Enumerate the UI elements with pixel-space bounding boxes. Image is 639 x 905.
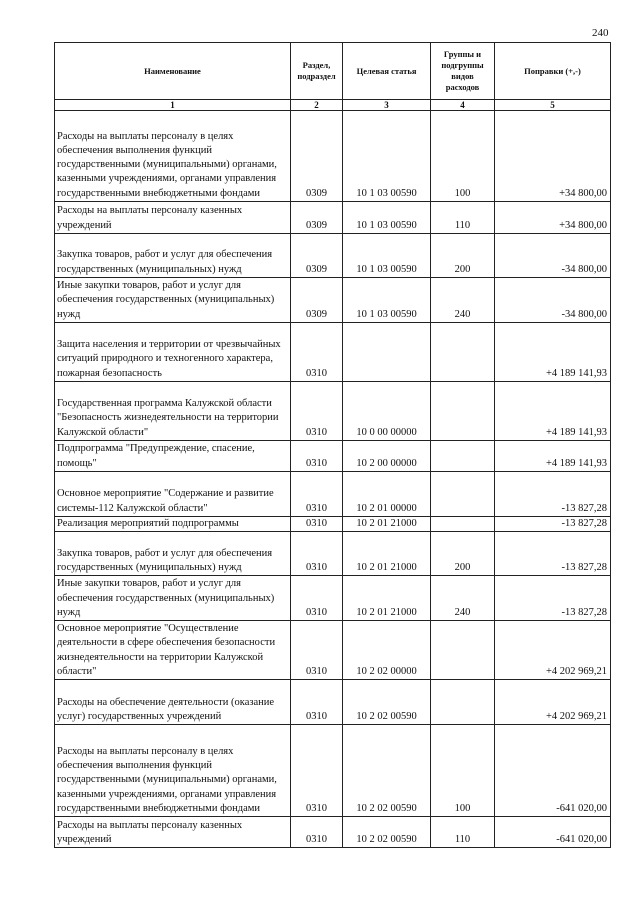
row-target: 10 1 03 00590 [343, 111, 431, 202]
table-row [55, 111, 611, 202]
row-amount: -13 827,28 [495, 472, 611, 517]
row-target: 10 0 00 00000 [343, 382, 431, 441]
table-row [55, 517, 611, 532]
row-section: 0310 [291, 532, 343, 576]
row-amount: +4 189 141,93 [495, 441, 611, 472]
row-group [431, 472, 495, 517]
table-row [55, 576, 611, 621]
row-section: 0309 [291, 202, 343, 234]
header-group: Группы и подгруппы видов расходов [431, 43, 495, 100]
page-number: 240 [592, 27, 609, 39]
column-number: 5 [495, 100, 611, 111]
column-number: 2 [291, 100, 343, 111]
row-name: Закупка товаров, работ и услуг для обеспечения государственных (муниципальных) нужд [55, 234, 291, 278]
row-group: 110 [431, 817, 495, 848]
row-target: 10 2 02 00590 [343, 725, 431, 817]
row-amount: -13 827,28 [495, 517, 611, 532]
row-amount: -34 800,00 [495, 278, 611, 323]
row-name: Закупка товаров, работ и услуг для обеспечения государственных (муниципальных) нужд [55, 532, 291, 576]
table-row [55, 323, 611, 382]
table-row [55, 817, 611, 848]
column-number-row [55, 100, 611, 111]
row-amount: -13 827,28 [495, 532, 611, 576]
row-group: 200 [431, 532, 495, 576]
row-target: 10 2 00 00000 [343, 441, 431, 472]
row-section: 0310 [291, 382, 343, 441]
row-target: 10 2 01 21000 [343, 532, 431, 576]
table-row [55, 382, 611, 441]
row-group: 100 [431, 725, 495, 817]
table-row [55, 234, 611, 278]
row-group [431, 382, 495, 441]
budget-amendments-table [54, 42, 611, 848]
row-target: 10 1 03 00590 [343, 234, 431, 278]
row-name: Подпрограмма "Предупреждение, спасение, помощь" [55, 441, 291, 472]
row-group [431, 441, 495, 472]
row-section: 0310 [291, 725, 343, 817]
row-target [343, 323, 431, 382]
row-group [431, 323, 495, 382]
row-amount: -641 020,00 [495, 725, 611, 817]
row-name: Реализация мероприятий подпрограммы [55, 517, 291, 532]
row-section: 0310 [291, 680, 343, 725]
row-group [431, 517, 495, 532]
row-target: 10 2 02 00590 [343, 817, 431, 848]
row-name: Основное мероприятие "Содержание и развитие системы-112 Калужской области" [55, 472, 291, 517]
row-group: 110 [431, 202, 495, 234]
row-name: Расходы на выплаты персоналу казенных учреждений [55, 817, 291, 848]
row-amount: +4 189 141,93 [495, 323, 611, 382]
header-target: Целевая статья [343, 43, 431, 100]
row-group: 240 [431, 576, 495, 621]
row-section: 0309 [291, 278, 343, 323]
row-target: 10 1 03 00590 [343, 278, 431, 323]
column-number: 1 [55, 100, 291, 111]
table-row [55, 441, 611, 472]
row-target: 10 2 02 00590 [343, 680, 431, 725]
table-row [55, 532, 611, 576]
row-target: 10 2 01 00000 [343, 472, 431, 517]
row-section: 0310 [291, 472, 343, 517]
row-section: 0310 [291, 576, 343, 621]
row-section: 0310 [291, 323, 343, 382]
row-target: 10 2 01 21000 [343, 517, 431, 532]
table-row [55, 202, 611, 234]
row-amount: +34 800,00 [495, 111, 611, 202]
row-group [431, 680, 495, 725]
row-target: 10 2 02 00000 [343, 621, 431, 680]
row-section: 0309 [291, 111, 343, 202]
row-amount: +4 202 969,21 [495, 621, 611, 680]
table-row [55, 725, 611, 817]
row-name: Иные закупки товаров, работ и услуг для обеспечения государственных (муниципальных) нужд [55, 576, 291, 621]
row-name: Государственная программа Калужской области "Безопасность жизнедеятельности на территории Калужской области" [55, 382, 291, 441]
header-name: Наименование [55, 43, 291, 100]
row-target: 10 1 03 00590 [343, 202, 431, 234]
table-row [55, 472, 611, 517]
row-name: Иные закупки товаров, работ и услуг для обеспечения государственных (муниципальных) нужд [55, 278, 291, 323]
header-amendments: Поправки (+,-) [495, 43, 611, 100]
row-amount: +4 189 141,93 [495, 382, 611, 441]
row-amount: +4 202 969,21 [495, 680, 611, 725]
row-group [431, 621, 495, 680]
row-group: 100 [431, 111, 495, 202]
table-row [55, 680, 611, 725]
row-group: 200 [431, 234, 495, 278]
row-name: Защита населения и территории от чрезвычайных ситуаций природного и техногенного характера, пожарная безопасность [55, 323, 291, 382]
row-name: Расходы на обеспечение деятельности (оказание услуг) государственных учреждений [55, 680, 291, 725]
table-row [55, 278, 611, 323]
table-header-row [55, 43, 611, 100]
row-name: Основное мероприятие "Осуществление деятельности в сфере обеспечения безопасности жизнедеятельности на территории Калужской области" [55, 621, 291, 680]
row-target: 10 2 01 21000 [343, 576, 431, 621]
row-section: 0310 [291, 817, 343, 848]
table-row [55, 621, 611, 680]
row-name: Расходы на выплаты персоналу казенных учреждений [55, 202, 291, 234]
row-name: Расходы на выплаты персоналу в целях обеспечения выполнения функций государственными (муниципальными) органами, казенными учреждениями, органами управления государственными внебюджетными фондами [55, 111, 291, 202]
row-amount: -641 020,00 [495, 817, 611, 848]
header-section: Раздел, подраздел [291, 43, 343, 100]
row-name: Расходы на выплаты персоналу в целях обеспечения выполнения функций государственными (муниципальными) органами, казенными учреждениями, органами управления государственными внебюджетными фондами [55, 725, 291, 817]
column-number: 4 [431, 100, 495, 111]
row-amount: -34 800,00 [495, 234, 611, 278]
row-section: 0310 [291, 441, 343, 472]
row-amount: -13 827,28 [495, 576, 611, 621]
row-section: 0310 [291, 621, 343, 680]
row-section: 0310 [291, 517, 343, 532]
row-amount: +34 800,00 [495, 202, 611, 234]
row-section: 0309 [291, 234, 343, 278]
column-number: 3 [343, 100, 431, 111]
row-group: 240 [431, 278, 495, 323]
